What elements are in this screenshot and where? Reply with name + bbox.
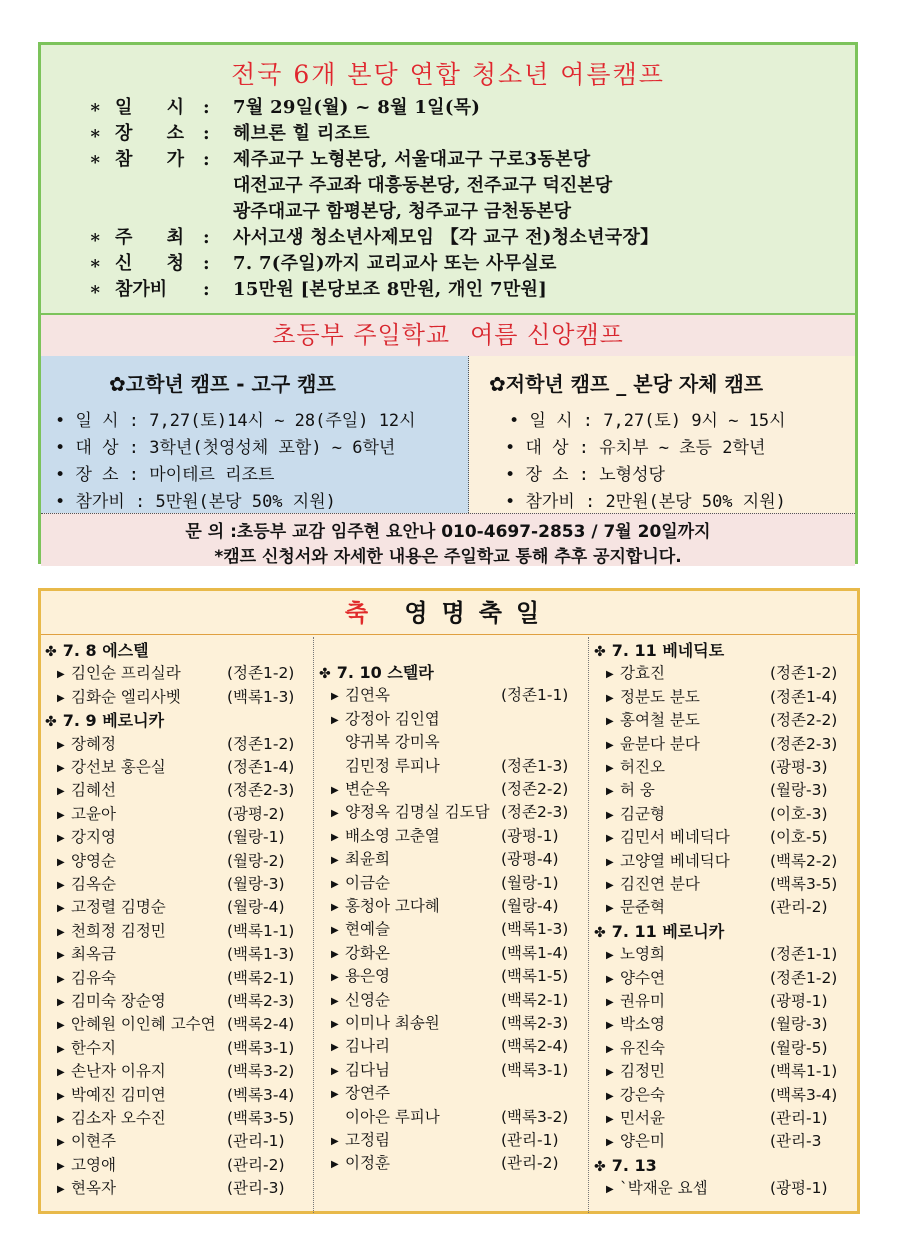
feast-entry: [57, 1107, 317, 1130]
person-name: 유진숙: [620, 1038, 665, 1057]
feast-entry: [606, 779, 866, 802]
person-name: 김소자 오수진: [71, 1109, 166, 1127]
person-name: 안혜원 이인혜 고수연: [71, 1015, 216, 1034]
person-name: 양귀복 강미옥: [345, 733, 440, 752]
parish-code: (백록3-5): [227, 1109, 295, 1127]
feast-entry: [331, 895, 591, 918]
triangle-bullet-icon: ▶: [57, 739, 65, 751]
camp-row-date: ∗ 일 시 : 7월 29일(월) ~ 8월 1일(목): [89, 95, 480, 121]
triangle-bullet-icon: ▶: [331, 808, 339, 820]
feast-entry: [331, 731, 591, 754]
clover-icon: ✤: [594, 1158, 606, 1175]
triangle-bullet-icon: ▶: [57, 1114, 65, 1125]
triangle-bullet-icon: ▶: [606, 809, 614, 821]
parish-code: (관리-3: [770, 1132, 822, 1151]
person-name: 고정렬 김명순: [71, 898, 166, 917]
feast-entry: [57, 686, 317, 709]
parish-code: (이호-5): [770, 828, 828, 847]
feast-entry: [57, 1013, 317, 1036]
feast-entry: [57, 1084, 317, 1107]
feast-entry: [606, 1084, 866, 1107]
person-name: 문준혁: [620, 898, 665, 917]
parish-code: (관리-2): [770, 898, 828, 917]
feast-entry: [57, 896, 317, 919]
triangle-bullet-icon: ▶: [606, 1090, 614, 1102]
triangle-bullet-icon: ▶: [606, 1020, 614, 1032]
person-name: 양은미: [620, 1132, 665, 1151]
triangle-bullet-icon: ▶: [57, 786, 65, 798]
person-name: 용은영: [345, 967, 390, 986]
feast-entry: [331, 965, 591, 988]
feast-entry: [57, 1154, 317, 1177]
person-name: 김진연 분다: [620, 875, 700, 893]
person-name: 김유숙: [71, 968, 116, 987]
feast-entry: [331, 1129, 591, 1152]
person-name: 강은숙: [620, 1085, 665, 1104]
star-icon: ∗: [89, 279, 102, 300]
person-name: 박예진 김미연: [71, 1085, 166, 1104]
parish-code: (백록1-1): [770, 1062, 838, 1081]
parish-code: (월랑-4): [227, 898, 285, 917]
lower-camp-target: • 대 상 : 유치부 ~ 초등 2학년: [505, 438, 766, 458]
triangle-bullet-icon: ▶: [606, 786, 614, 798]
parish-code: (백록3-1): [227, 1038, 295, 1057]
feast-entry: [331, 684, 591, 707]
star-icon: ∗: [89, 227, 102, 248]
feast-entry: [606, 873, 866, 896]
parish-code: (백록1-3): [227, 687, 295, 706]
parish-code: (정존1-2): [770, 664, 838, 683]
parish-code: (관리-1): [501, 1131, 559, 1149]
parish-code: (정존2-2): [770, 711, 838, 730]
person-name: 김미숙 장순영: [71, 992, 166, 1010]
parish-code: (정존1-2): [227, 734, 295, 753]
person-name: 홍여철 분도: [620, 711, 700, 730]
person-name: 정분도 분도: [620, 687, 700, 706]
person-name: 현옥자: [71, 1179, 116, 1198]
feast-entry: [606, 1013, 866, 1036]
feast-entry: [331, 1035, 591, 1058]
person-name: 장연주: [345, 1084, 390, 1103]
feast-entry: [606, 686, 866, 709]
triangle-bullet-icon: ▶: [606, 739, 614, 751]
person-name: 박소영: [620, 1015, 665, 1034]
person-name: 이아은 루피나: [345, 1107, 440, 1126]
parish-code: (백록2-1): [501, 990, 569, 1009]
person-name: 허진오: [620, 758, 665, 776]
parish-code: (백록3-1): [501, 1060, 569, 1079]
parish-code: (월랑-3): [770, 1015, 828, 1034]
person-name: 양수연: [620, 968, 665, 987]
feast-entry: [606, 850, 866, 873]
feast-entry: [57, 1037, 317, 1060]
feast-entry: [606, 709, 866, 732]
triangle-bullet-icon: ▶: [331, 1065, 339, 1077]
feast-entry: [57, 826, 317, 849]
triangle-bullet-icon: ▶: [331, 1042, 339, 1054]
upper-camp-place: • 장 소 : 마이테르 리조트: [55, 465, 275, 485]
camp-participants-more: 광주대교구 함평본당, 청주교구 금천동본당: [233, 201, 572, 222]
parish-code: (관리-1): [770, 1109, 828, 1127]
feast-entry: [57, 1130, 317, 1153]
lower-camp-fee: • 참가비 : 2만원(본당 50% 지원): [505, 492, 786, 512]
upper-camp-target: • 대 상 : 3학년(첫영성체 포함) ~ 6학년: [55, 438, 396, 458]
parish-code: (정존1-2): [770, 968, 838, 987]
triangle-bullet-icon: ▶: [57, 973, 65, 985]
triangle-bullet-icon: ▶: [57, 1184, 65, 1196]
feast-entry: [606, 733, 866, 756]
star-icon: ∗: [89, 97, 102, 118]
parish-code: (월랑-1): [501, 873, 559, 892]
triangle-bullet-icon: ▶: [606, 1137, 614, 1149]
feast-entry: [57, 803, 317, 826]
parish-code: (백록1-3): [501, 920, 569, 939]
feast-entry: [606, 1107, 866, 1130]
triangle-bullet-icon: ▶: [331, 948, 339, 960]
upper-grade-camp: [41, 356, 469, 513]
person-name: 김화순 엘리사벳: [71, 687, 181, 706]
feast-entry: [331, 1082, 591, 1105]
parish-code: (백록2-4): [227, 1015, 295, 1034]
parish-code: (백록1-5): [501, 967, 569, 986]
person-name: 최옥금: [71, 945, 116, 964]
triangle-bullet-icon: ▶: [57, 903, 65, 915]
parish-code: (월랑-3): [770, 781, 828, 800]
triangle-bullet-icon: ▶: [606, 973, 614, 985]
star-icon: ∗: [89, 149, 102, 170]
parish-code: (광평-1): [501, 826, 559, 845]
person-name: 강화온: [345, 943, 390, 962]
clover-icon: ✤: [45, 714, 57, 731]
feast-entry: [331, 708, 591, 731]
feast-entry: [331, 989, 591, 1012]
feast-entry: [331, 1106, 591, 1129]
parish-code: (백록1-1): [227, 921, 295, 940]
parish-code: (백록2-3): [501, 1014, 569, 1032]
parish-code: (정존1-1): [770, 945, 838, 964]
person-name: 고영애: [71, 1155, 116, 1174]
person-name: 이금순: [345, 873, 390, 892]
triangle-bullet-icon: ▶: [57, 809, 65, 821]
person-name: 김연옥: [345, 686, 390, 705]
triangle-bullet-icon: ▶: [57, 1020, 65, 1032]
parish-code: (관리-3): [227, 1179, 285, 1198]
triangle-bullet-icon: ▶: [57, 1067, 65, 1079]
feast-entry: [331, 942, 591, 965]
camp-row-fee: ∗ 참가비 : 15만원 [본당보조 8만원, 개인 7만원]: [89, 277, 547, 303]
parish-code: (정존2-3): [501, 803, 569, 822]
parish-code: (백록3-4): [770, 1085, 838, 1104]
feast-date-heading: ✤ 7. 9 베로니카: [45, 711, 165, 731]
star-icon: ∗: [89, 253, 102, 274]
person-name: 김나리: [345, 1037, 390, 1056]
feast-entry: [606, 1060, 866, 1083]
triangle-bullet-icon: ▶: [606, 763, 614, 774]
person-name: 김민서 베네딕다: [620, 828, 730, 847]
triangle-bullet-icon: ▶: [57, 669, 65, 681]
triangle-bullet-icon: ▶: [606, 669, 614, 681]
person-name: 천희정 김정민: [71, 921, 166, 940]
parish-code: (백록3-2): [227, 1062, 295, 1081]
triangle-bullet-icon: ▶: [606, 692, 614, 704]
triangle-bullet-icon: ▶: [57, 997, 65, 1008]
parish-code: (정존2-3): [770, 734, 838, 753]
feast-entry: [57, 1177, 317, 1200]
feast-entry: [331, 778, 591, 801]
feast-entry: [606, 803, 866, 826]
feast-date-heading: ✤ 7. 11 베네딕토: [594, 641, 725, 660]
triangle-bullet-icon: ▶: [57, 950, 65, 962]
clover-icon: ✤: [594, 644, 606, 660]
lower-camp-title: ✿저학년 캠프 _ 본당 자체 캠프: [489, 372, 764, 396]
person-name: 현예슬: [345, 920, 390, 939]
parish-code: (백록2-4): [501, 1037, 569, 1056]
upper-camp-fee: • 참가비 : 5만원(본당 50% 지원): [55, 492, 336, 512]
parish-code: (백록3-2): [501, 1107, 569, 1126]
parish-code: (관리-2): [501, 1154, 559, 1173]
triangle-bullet-icon: ▶: [331, 714, 339, 726]
parish-code: (백록1-3): [227, 945, 295, 964]
feast-entry: [606, 1037, 866, 1060]
youth-camp-title: 전국 6개 본당 연합 청소년 여름캠프: [231, 60, 665, 89]
triangle-bullet-icon: ▶: [606, 1043, 614, 1055]
feast-date-heading: ✤ 7. 11 베로니카: [594, 921, 725, 941]
triangle-bullet-icon: ▶: [331, 1159, 339, 1171]
parish-code: (정존1-2): [227, 664, 295, 683]
feast-entry: [57, 1060, 317, 1083]
person-name: 고양열 베네딕다: [620, 851, 730, 870]
feast-entry: [606, 662, 866, 685]
triangle-bullet-icon: ▶: [606, 903, 614, 915]
person-name: 이미나 최송원: [345, 1014, 440, 1032]
parish-code: (월랑-4): [501, 897, 559, 915]
feast-entry: [57, 662, 317, 685]
parish-code: (월랑-5): [770, 1038, 828, 1057]
contact-notice: *캠프 신청서와 자세한 내용은 주일학교 통해 추후 공지합니다.: [214, 547, 682, 567]
parish-code: (광평-3): [770, 758, 828, 776]
person-name: 고정림: [345, 1131, 390, 1149]
person-name: 강효진: [620, 664, 665, 683]
triangle-bullet-icon: ▶: [57, 856, 65, 868]
triangle-bullet-icon: ▶: [331, 785, 339, 796]
triangle-bullet-icon: ▶: [57, 1090, 65, 1102]
triangle-bullet-icon: ▶: [606, 1184, 614, 1196]
person-name: 강선보 홍은실: [71, 758, 166, 776]
triangle-bullet-icon: ▶: [606, 856, 614, 868]
person-name: 권유미: [620, 992, 665, 1010]
person-name: 손난자 이유지: [71, 1062, 166, 1081]
feast-entry: [331, 825, 591, 848]
person-name: 이현주: [71, 1132, 116, 1151]
parish-code: (백록2-3): [227, 992, 295, 1010]
triangle-bullet-icon: ▶: [606, 880, 614, 891]
person-name: 양정옥 김명실 김도담: [345, 803, 490, 822]
feast-entry: [331, 872, 591, 895]
parish-code: (백록3-5): [770, 875, 838, 893]
parish-code: (정존1-4): [227, 758, 295, 776]
person-name: 민서윤: [620, 1109, 665, 1127]
lower-grade-camp: [469, 356, 855, 513]
feast-entry: [331, 848, 591, 871]
feast-entry: [57, 756, 317, 779]
parish-code: (정존1-3): [501, 756, 569, 775]
parish-code: (월랑-3): [227, 875, 285, 893]
parish-code: (월랑-2): [227, 851, 285, 870]
parish-code: (백록2-1): [227, 968, 295, 987]
feast-entry: [57, 920, 317, 943]
upper-camp-title: ✿고학년 캠프 - 고구 캠프: [109, 372, 336, 396]
parish-code: (정존1-1): [501, 686, 569, 705]
children-camp-section: [41, 313, 855, 566]
contact-section: [41, 513, 855, 566]
person-name: 한수지: [71, 1038, 116, 1057]
feast-entry: [606, 943, 866, 966]
person-name: 김민정 루피나: [345, 756, 440, 775]
person-name: 노영희: [620, 945, 665, 964]
notice-box: [38, 42, 858, 567]
feast-day-box: [38, 588, 860, 1214]
person-name: 김인순 프리실라: [71, 664, 181, 683]
triangle-bullet-icon: ▶: [606, 1114, 614, 1125]
person-name: 윤분다 분다: [620, 734, 700, 753]
feast-entry: [331, 801, 591, 824]
triangle-bullet-icon: ▶: [57, 763, 65, 774]
feast-entry: [331, 755, 591, 778]
feast-entry: [57, 779, 317, 802]
triangle-bullet-icon: ▶: [331, 691, 339, 703]
feast-entry: [606, 990, 866, 1013]
feast-date-heading: ✤ 7. 13: [594, 1155, 657, 1175]
clover-icon: ✤: [319, 666, 331, 682]
triangle-bullet-icon: ▶: [57, 880, 65, 891]
feast-entry: [331, 1152, 591, 1175]
youth-camp-section: [41, 45, 855, 313]
feast-entry: [606, 1130, 866, 1153]
feast-entry: [331, 918, 591, 941]
feast-entry: [606, 826, 866, 849]
parish-code: (관리-1): [227, 1132, 285, 1151]
triangle-bullet-icon: ▶: [331, 972, 339, 984]
person-name: 김군형: [620, 804, 665, 823]
parish-code: (광평-4): [501, 850, 559, 869]
person-name: 이정훈: [345, 1154, 390, 1173]
feast-entry: [331, 1012, 591, 1035]
person-name: 김옥순: [71, 875, 116, 893]
person-name: 변순옥: [345, 780, 390, 798]
triangle-bullet-icon: ▶: [606, 997, 614, 1008]
person-name: 허 웅: [620, 781, 655, 800]
triangle-bullet-icon: ▶: [57, 926, 65, 938]
person-name: 고윤아: [71, 804, 116, 823]
triangle-bullet-icon: ▶: [331, 925, 339, 937]
person-name: 배소영 고춘열: [345, 826, 440, 845]
feast-entry: [57, 990, 317, 1013]
parish-code: (벡록3-4): [227, 1085, 295, 1104]
feast-day-title: 축 영명축일: [41, 591, 857, 635]
feast-entry: [57, 733, 317, 756]
camp-row-participants: ∗ 참 가 : 제주교구 노형본당, 서울대교구 구로3동본당: [89, 147, 590, 173]
triangle-bullet-icon: ▶: [57, 1137, 65, 1149]
clover-icon: ✤: [594, 924, 606, 941]
parish-code: (관리-2): [227, 1155, 285, 1174]
parish-code: (정존1-4): [770, 687, 838, 706]
triangle-bullet-icon: ▶: [606, 1067, 614, 1079]
parish-code: (광평-2): [227, 804, 285, 823]
triangle-bullet-icon: ▶: [606, 950, 614, 962]
person-name: 강지영: [71, 828, 116, 847]
parish-code: (백록1-4): [501, 943, 569, 962]
children-camp-title: 초등부 주일학교 여름 신앙캠프: [41, 315, 855, 356]
lower-camp-date: • 일 시 : 7,27(토) 9시 ~ 15시: [509, 411, 786, 431]
feast-date-heading: ✤ 7. 8 에스텔: [45, 641, 149, 660]
triangle-bullet-icon: ▶: [331, 878, 339, 890]
parish-code: (이호-3): [770, 804, 828, 823]
feast-entry: [57, 873, 317, 896]
triangle-bullet-icon: ▶: [57, 833, 65, 845]
triangle-bullet-icon: ▶: [331, 995, 339, 1007]
triangle-bullet-icon: ▶: [331, 902, 339, 913]
triangle-bullet-icon: ▶: [57, 692, 65, 704]
person-name: 최윤희: [345, 850, 390, 869]
person-name: 양영순: [71, 851, 116, 870]
triangle-bullet-icon: ▶: [331, 1089, 339, 1101]
camp-row-place: ∗ 장 소 : 헤브론 힐 리조트: [89, 121, 370, 147]
camp-row-host: ∗ 주 최 : 사서고생 청소년사제모임 【각 교구 전)청소년국장】: [89, 225, 658, 251]
person-name: `박재운 요셉: [620, 1179, 708, 1198]
camp-participants-more: 대전교구 주교좌 대흥동본당, 전주교구 덕진본당: [233, 175, 613, 196]
feast-entry: [57, 967, 317, 990]
parish-code: (월랑-1): [227, 828, 285, 847]
triangle-bullet-icon: ▶: [331, 1019, 339, 1030]
parish-code: (정존2-3): [227, 781, 295, 800]
parish-code: (광평-1): [770, 992, 828, 1010]
triangle-bullet-icon: ▶: [606, 716, 614, 728]
triangle-bullet-icon: ▶: [57, 1160, 65, 1172]
feast-entry: [606, 1177, 866, 1200]
person-name: 김다님: [345, 1060, 390, 1079]
triangle-bullet-icon: ▶: [57, 1043, 65, 1055]
lower-camp-place: • 장 소 : 노형성당: [505, 465, 665, 485]
upper-camp-date: • 일 시 : 7,27(토)14시 ~ 28(주일) 12시: [55, 411, 416, 431]
person-name: 김정민: [620, 1062, 665, 1081]
person-name: 신영순: [345, 990, 390, 1009]
parish-code: (정존2-2): [501, 780, 569, 798]
triangle-bullet-icon: ▶: [331, 1136, 339, 1147]
person-name: 김혜선: [71, 781, 116, 800]
feast-entry: [57, 943, 317, 966]
person-name: 홍청아 고다혜: [345, 897, 440, 915]
parish-code: (백록2-2): [770, 851, 838, 870]
feast-entry: [606, 896, 866, 919]
divider: [41, 513, 855, 514]
feast-entry: [331, 1059, 591, 1082]
feast-entry: [606, 967, 866, 990]
triangle-bullet-icon: ▶: [606, 833, 614, 845]
clover-icon: ✤: [45, 644, 57, 660]
feast-entry: [606, 756, 866, 779]
person-name: 장혜정: [71, 734, 116, 753]
camp-row-apply: ∗ 신 청 : 7. 7(주일)까지 교리교사 또는 사무실로: [89, 251, 557, 277]
contact-info: 문 의 :초등부 교감 임주현 요안나 010-4697-2853 / 7월 20일까지: [185, 522, 711, 542]
star-icon: ∗: [89, 123, 102, 144]
triangle-bullet-icon: ▶: [331, 855, 339, 867]
person-name: 강정아 김인엽: [345, 709, 440, 728]
triangle-bullet-icon: ▶: [331, 831, 339, 843]
feast-entry: [57, 850, 317, 873]
feast-date-heading: ✤ 7. 10 스텔라: [319, 663, 434, 682]
parish-code: (광평-1): [770, 1179, 828, 1198]
